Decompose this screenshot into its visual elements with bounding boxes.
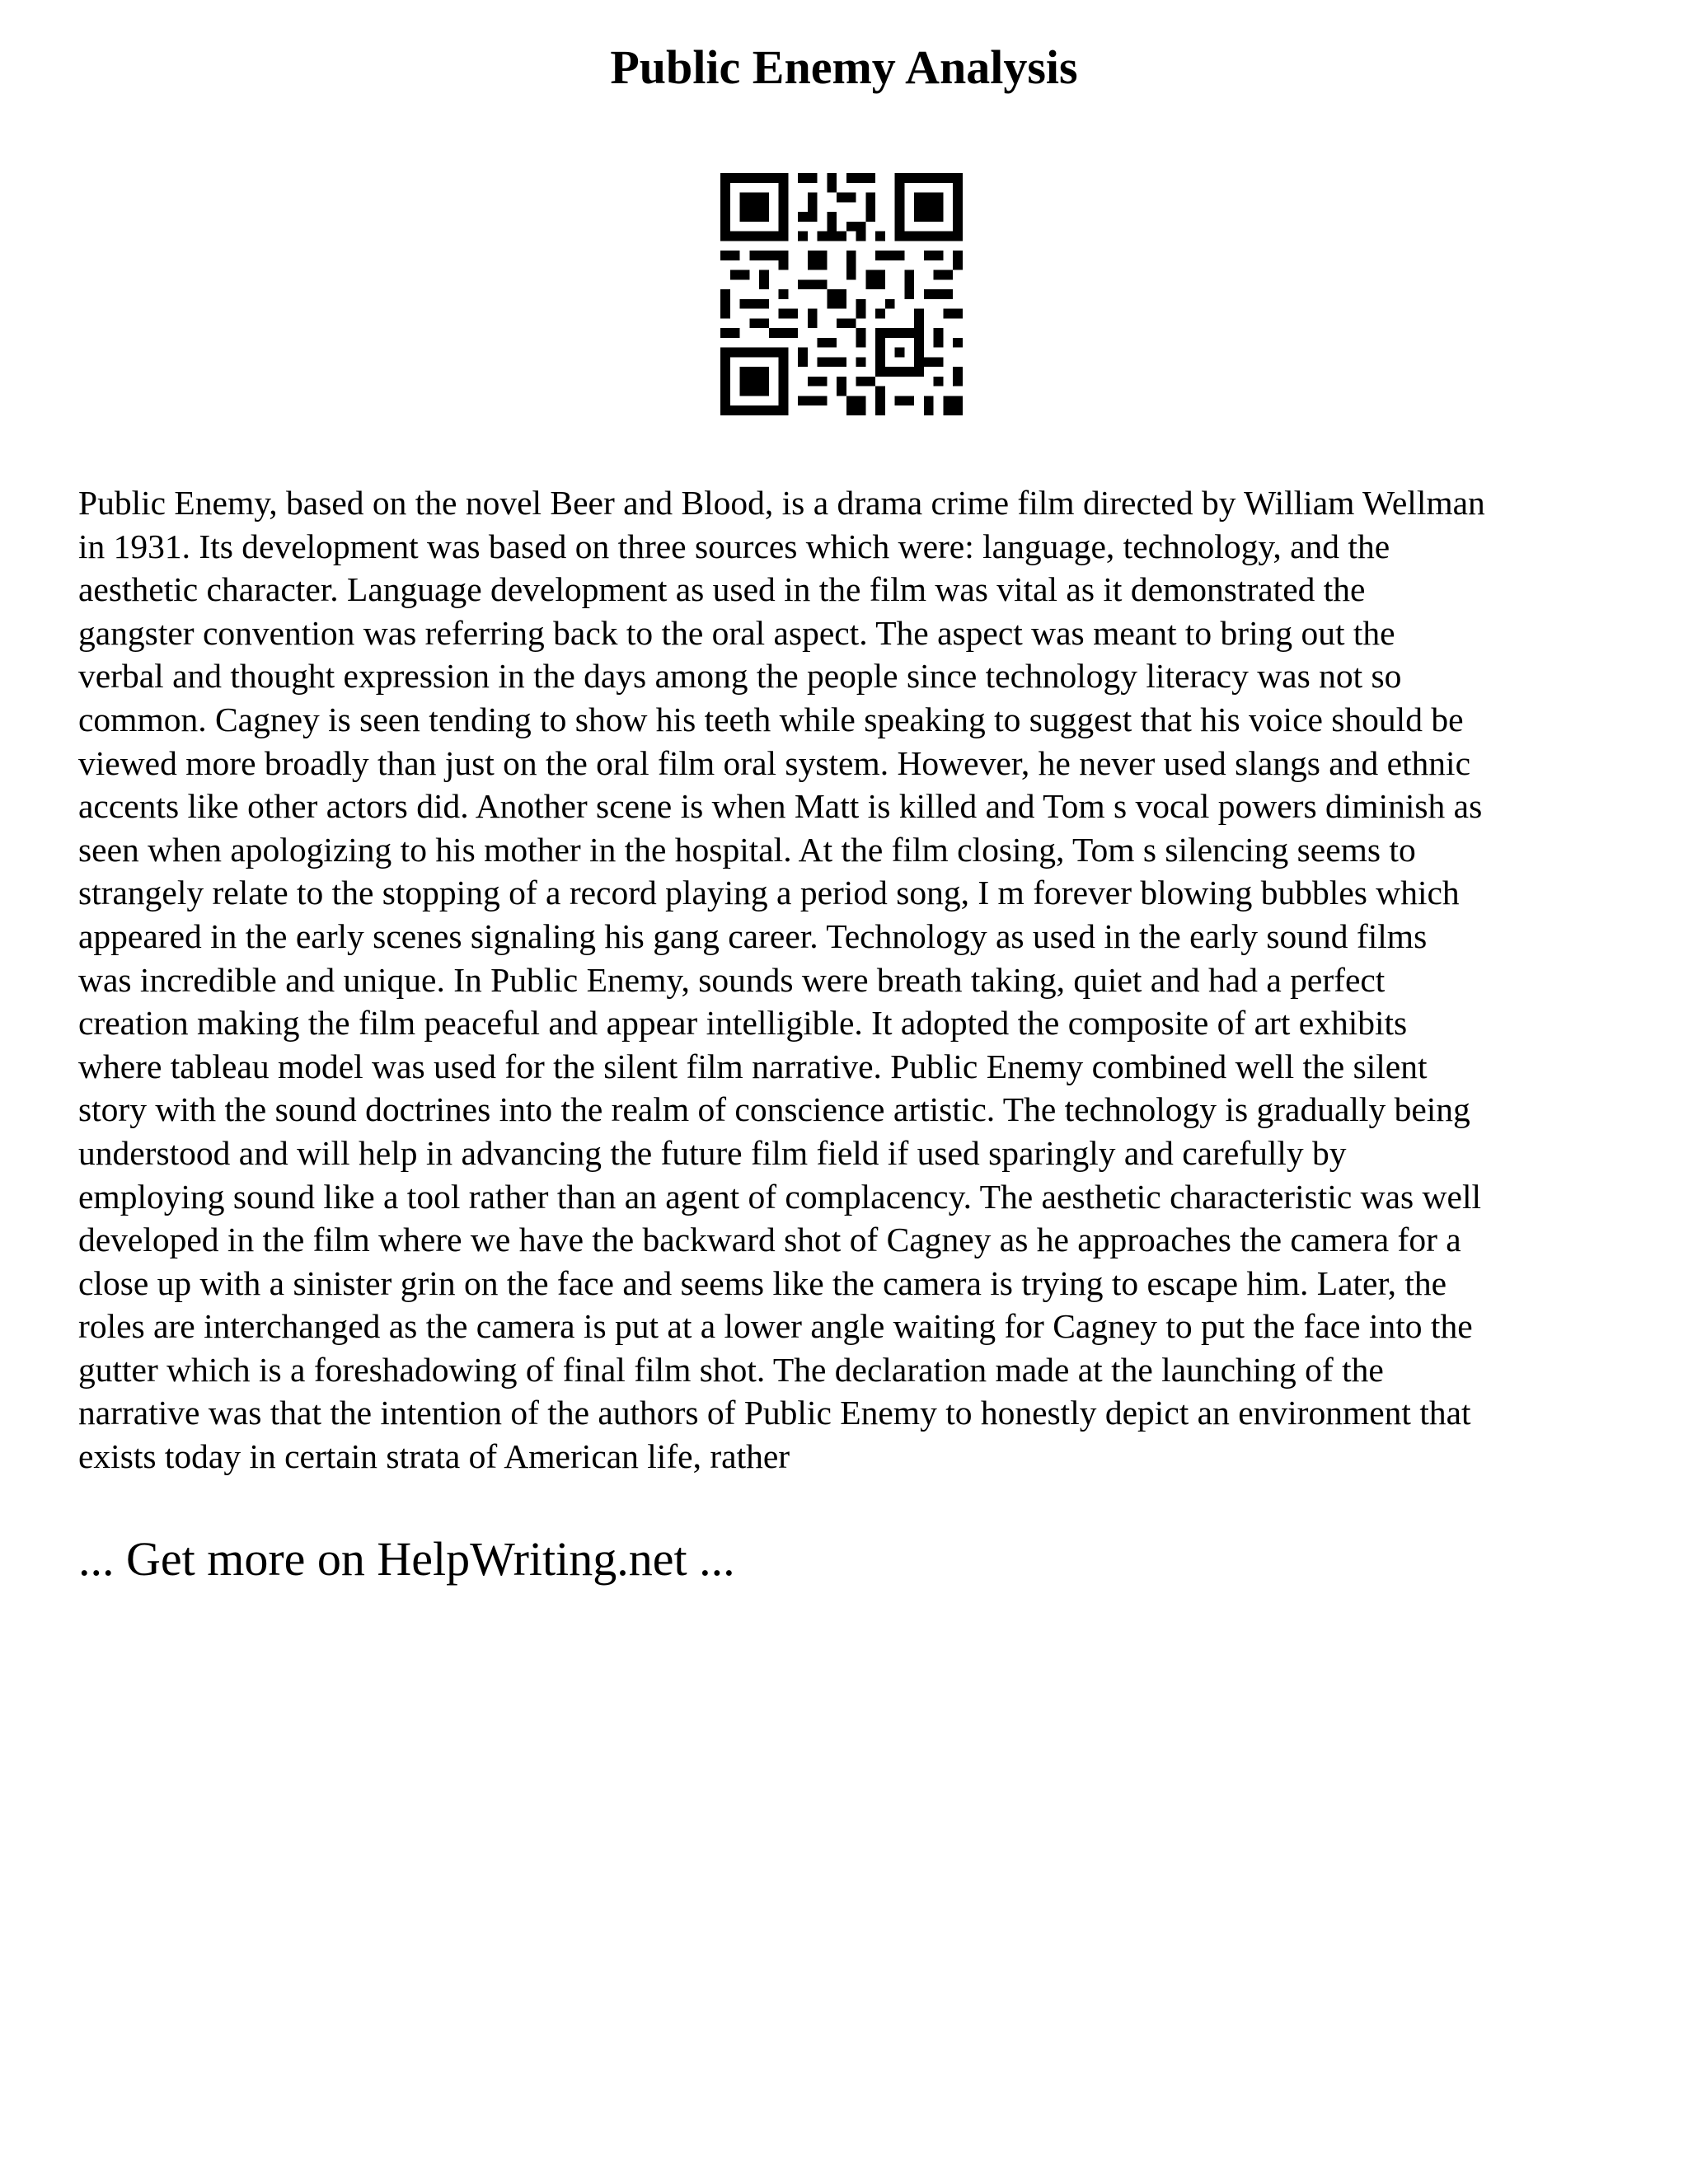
qr-code-graphic: [720, 173, 963, 415]
body-paragraph: Public Enemy, based on the novel Beer and Blood, is a drama crime film directed by William Wellman in 1931. Its development was based on three sources which were: language, technology, and the aesthetic character. Language development as used in the film was vital as it demonstrated the gangster convention was referring back to the oral aspect. The aspect was meant to bring out the verbal and thought expression in the days among the people since technology literacy was not so common. Cagney is seen tending to show his teeth while speaking to suggest that his voice should be viewed more broadly than just on the oral film oral system. However, he never used slangs and ethnic accents like other actors did. Another scene is when Matt is killed and Tom s vocal powers diminish as seen when apologizing to his mother in the hospital. At the film closing, Tom s silencing seems to strangely relate to the stopping of a record playing a period song, I m forever blowing bubbles which appeared in the early scenes signaling his gang career. Technology as used in the early sound films was incredible and unique. In Public Enemy, sounds were breath taking, quiet and had a perfect creation making the film peaceful and appear intelligible. It adopted the composite of art exhibits where tableau model was used for the silent film narrative. Public Enemy combined well the silent story with the sound doctrines into the realm of conscience artistic. The technology is gradually being understood and will help in advancing the future film field if used sparingly and carefully by employing sound like a tool rather than an agent of complacency. The aesthetic characteristic was well developed in the film where we have the backward shot of Cagney as he approaches the camera for a close up with a sinister grin on the face and seems like the camera is trying to escape him. Later, the roles are interchanged as the camera is put at a lower angle waiting for Cagney to put the face into the gutter which is a foreshadowing of final film shot. The declaration made at the launching of the narrative was that the intention of the authors of Public Enemy to honestly depict an environment that exists today in certain strata of American life, rather: [78, 484, 1485, 1476]
get-more-link[interactable]: ... Get more on HelpWriting.net ...: [78, 1532, 735, 1586]
qr-code-icon[interactable]: [720, 173, 963, 415]
page-title: Public Enemy Analysis: [610, 40, 1078, 94]
